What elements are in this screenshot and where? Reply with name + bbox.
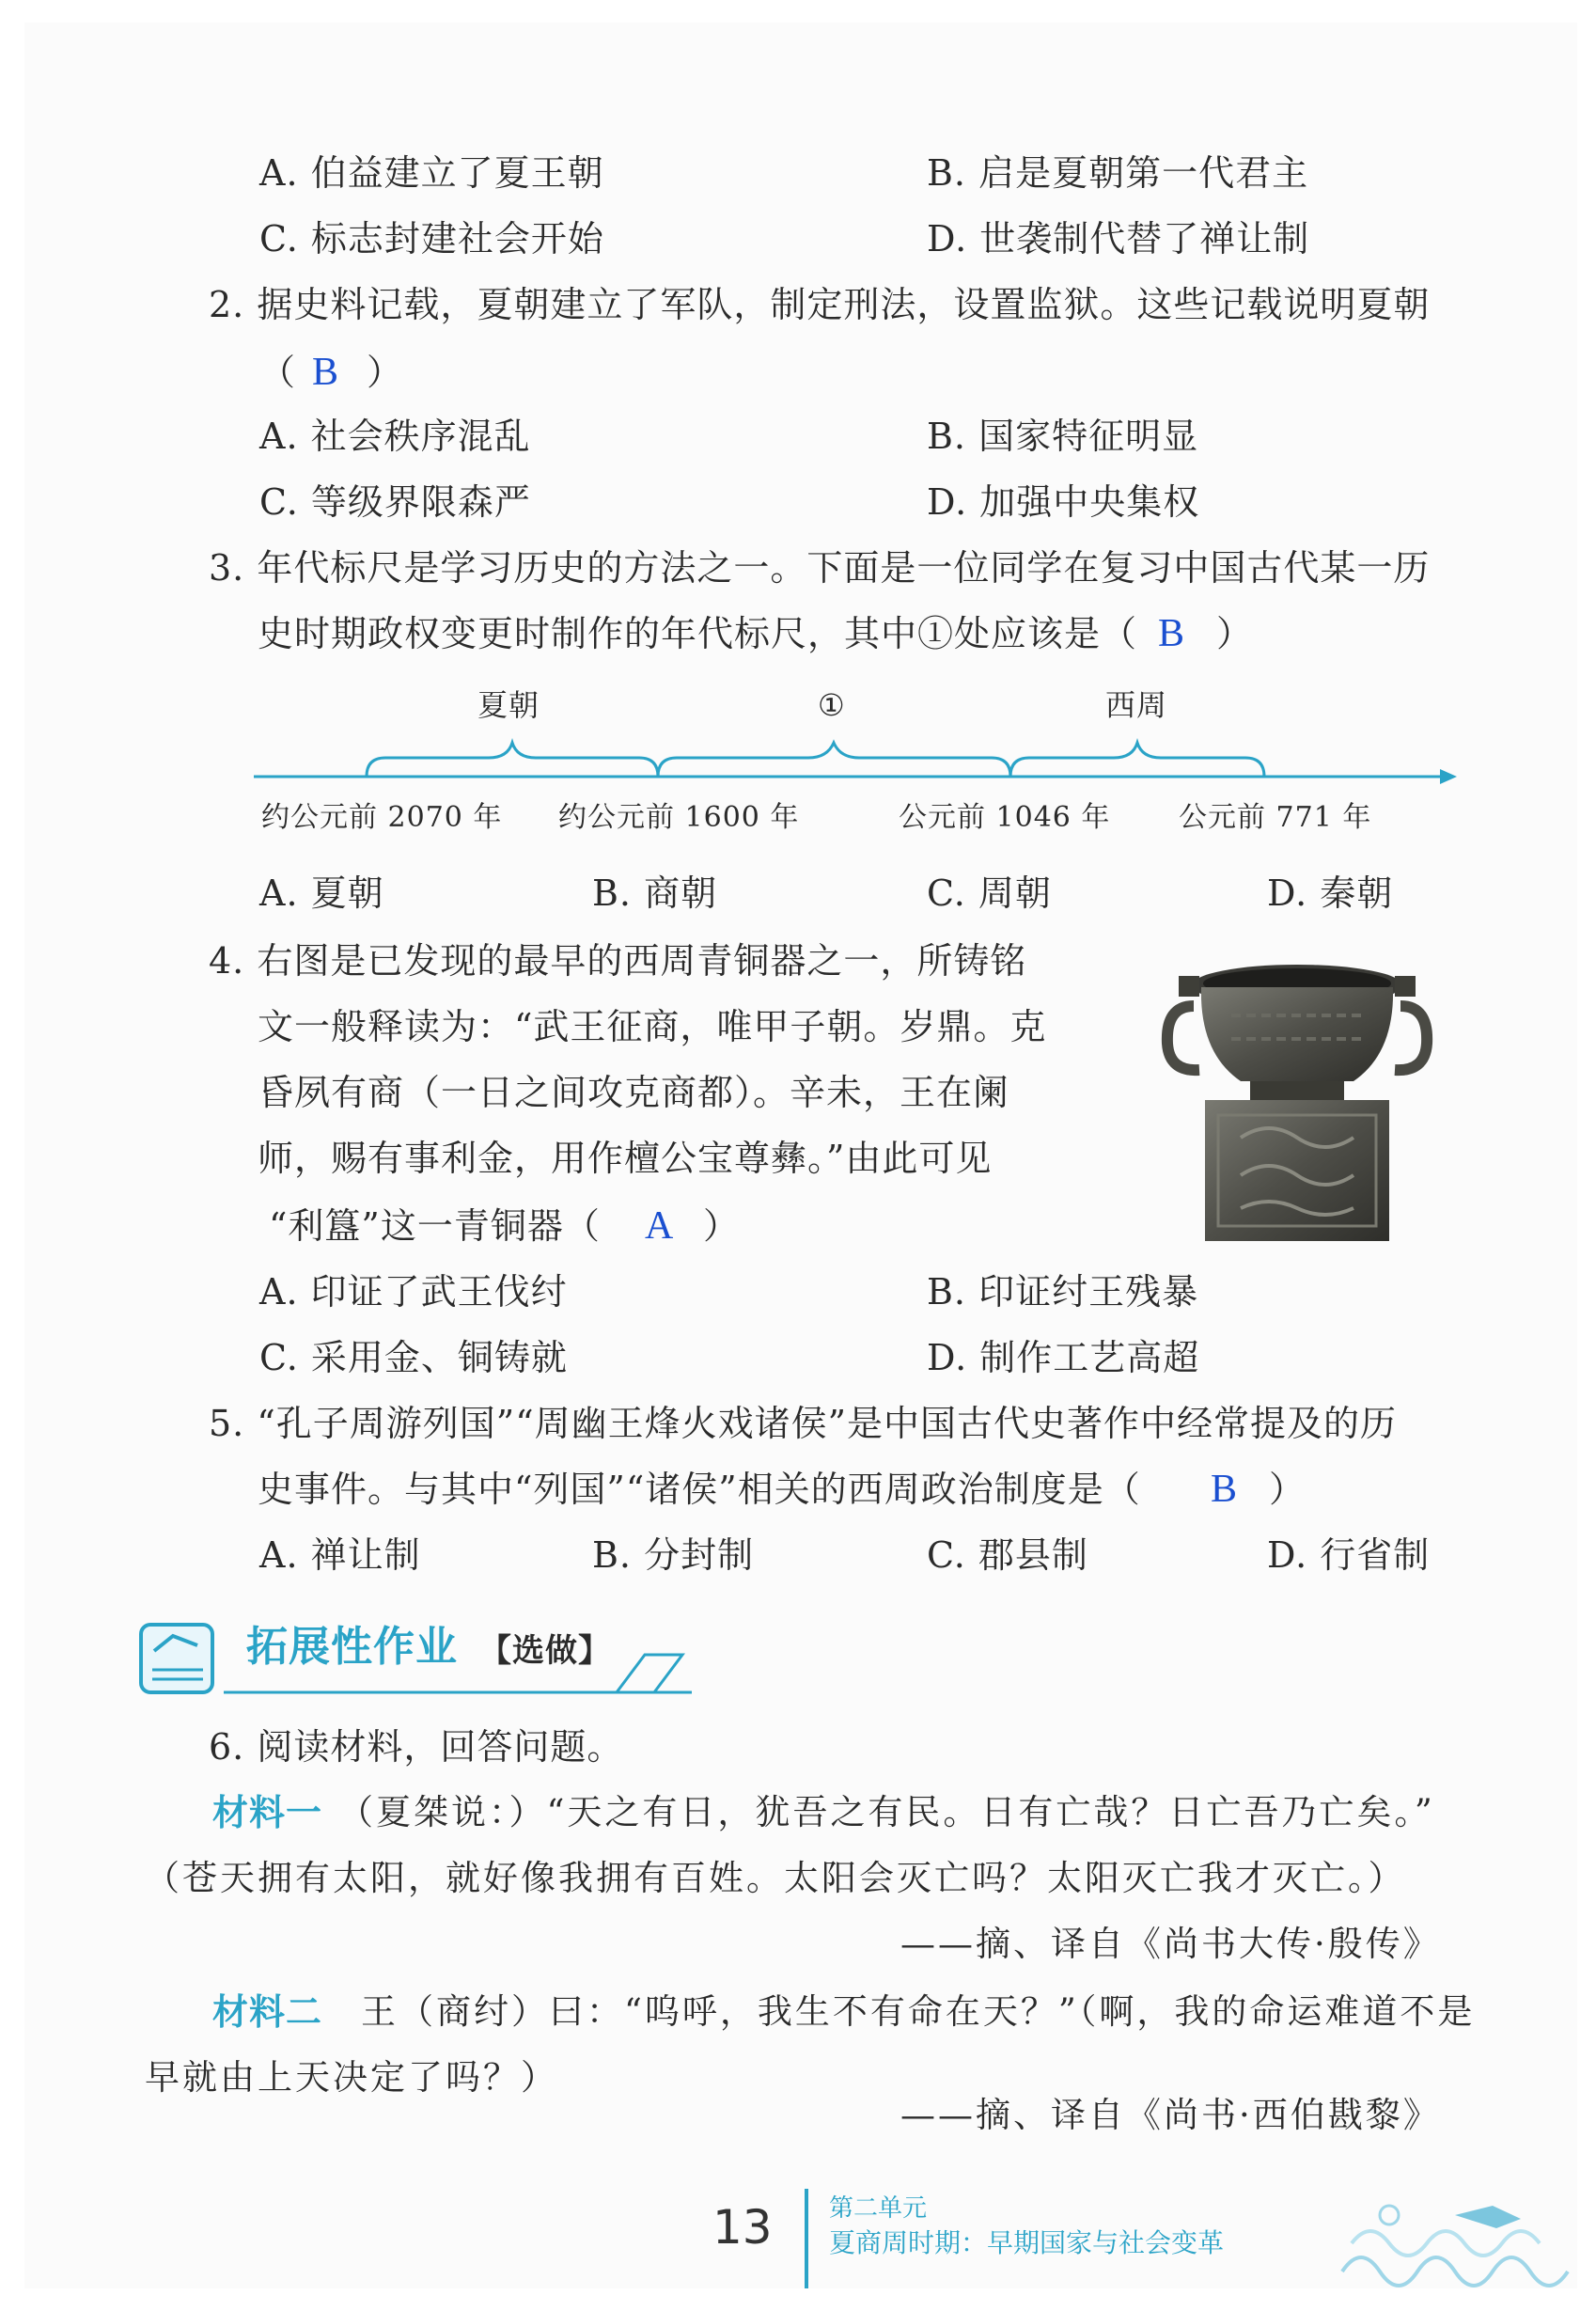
q5-option-d: D. 行省制 [1267,1534,1431,1576]
footer-divider [805,2189,808,2288]
material-1-label: 材料一 [212,1792,323,1833]
q2-option-b: B. 国家特征明显 [927,416,1199,457]
q6-stem: 6. 阅读材料，回答问题。 [209,1726,624,1768]
q2-option-a: A. 社会秩序混乱 [259,416,531,457]
q4-line3: 昏夙有商（一日之间攻克商都）。辛未，王在阑 [258,1072,1010,1113]
q4-line2: 文一般释读为：“武王征商，唯甲子朝。岁鼎。克 [258,1006,1047,1047]
timeline-period-unknown: ① [818,687,846,723]
section-title: 拓展性作业 [246,1623,458,1671]
q2-option-c: C. 等级界限森严 [259,481,531,523]
page-number: 13 [712,2200,773,2255]
q5-option-b: B. 分封制 [592,1534,755,1576]
q5-line1: 5. “孔子周游列国”“周幽王烽火戏诸侯”是中国古代史著作中经常提及的历 [209,1403,1398,1444]
footer-unit-title: 夏商周时期：早期国家与社会变革 [829,2227,1225,2258]
material-2-source: ——摘、译自《尚书·西伯戡黎》 [900,2095,1441,2135]
q4-line4: 师，赐有事利金，用作檀公宝尊彝。”由此可见 [258,1138,993,1179]
q3-option-c: C. 周朝 [927,873,1052,914]
li-gui-bronze-vessel-image [1156,950,1438,1250]
q4-paren-close: ） [703,1205,741,1247]
q1-option-a: A. 伯益建立了夏王朝 [259,152,604,194]
timeline-period-western-zhou: 西周 [1105,687,1168,723]
q1-option-b: B. 启是夏朝第一代君主 [927,152,1309,194]
timeline-tick-3: 公元前 1046 年 [899,801,1111,834]
q4-line5: “利簋”这一青铜器（ [269,1205,601,1247]
q5-paren-close: ） [1269,1469,1307,1510]
q5-line2: 史事件。与其中“列国”“诸侯”相关的西周政治制度是（ [258,1469,1141,1510]
q3-option-d: D. 秦朝 [1267,873,1394,914]
q2-paren-open: （ [259,352,297,393]
q2-stem: 2. 据史料记载，夏朝建立了军队，制定刑法，设置监狱。这些记载说明夏朝 [209,284,1431,325]
material-2-line1: 王（商纣）曰：“呜呼，我生不有命在天？”（啊，我的命运难道不是 [361,1991,1476,2032]
q5-option-c: C. 郡县制 [927,1534,1088,1576]
timeline-tick-4: 公元前 771 年 [1179,801,1372,834]
q4-option-c: C. 采用金、铜铸就 [259,1337,568,1378]
material-1-line1: （夏桀说：）“天之有日，犹吾之有民。日有亡哉？日亡吾乃亡矣。” [338,1792,1435,1832]
q1-option-d: D. 世袭制代替了禅让制 [927,218,1310,259]
q5-option-a: A. 禅让制 [259,1534,421,1576]
q4-option-b: B. 印证纣王残暴 [927,1271,1199,1313]
q3-option-b: B. 商朝 [592,873,718,914]
material-1-source: ——摘、译自《尚书大传·殷传》 [900,1924,1441,1964]
section-tag: 【选做】 [479,1632,611,1670]
q2-option-d: D. 加强中央集权 [927,481,1200,523]
q3-stem-line1: 3. 年代标尺是学习历史的方法之一。下面是一位同学在复习中国古代某一历 [209,547,1431,589]
footer-unit: 第二单元 [829,2194,928,2223]
q3-stem-line2: 史时期政权变更时制作的年代标尺，其中①处应该是（ [258,613,1138,654]
q1-option-c: C. 标志封建社会开始 [259,218,604,259]
q4-option-a: A. 印证了武王伐纣 [259,1271,568,1313]
material-1-line2: （苍天拥有太阳，就好像我拥有百姓。太阳会灭亡吗？太阳灭亡我才灭亡。） [145,1858,1406,1898]
timeline-tick-1: 约公元前 2070 年 [261,801,503,834]
q5-answer: B [1211,1468,1239,1511]
q3-answer: B [1158,612,1186,655]
q4-answer: A [645,1204,675,1248]
timeline-period-xia: 夏朝 [477,687,540,723]
q3-option-a: A. 夏朝 [259,873,384,914]
notebook-icon [141,1625,212,1692]
q2-answer: B [312,351,340,394]
wave-decoration-icon [1333,2187,1577,2300]
timeline-tick-2: 约公元前 1600 年 [558,801,800,834]
q2-paren-close: ） [367,352,404,393]
material-2-label: 材料二 [212,1991,323,2033]
q4-option-d: D. 制作工艺高超 [927,1337,1200,1378]
material-2-line2: 早就由上天决定了吗？） [145,2057,558,2098]
q3-paren-close: ） [1216,613,1254,654]
q4-line1: 4. 右图是已发现的最早的西周青铜器之一，所铸铭 [209,940,1027,982]
